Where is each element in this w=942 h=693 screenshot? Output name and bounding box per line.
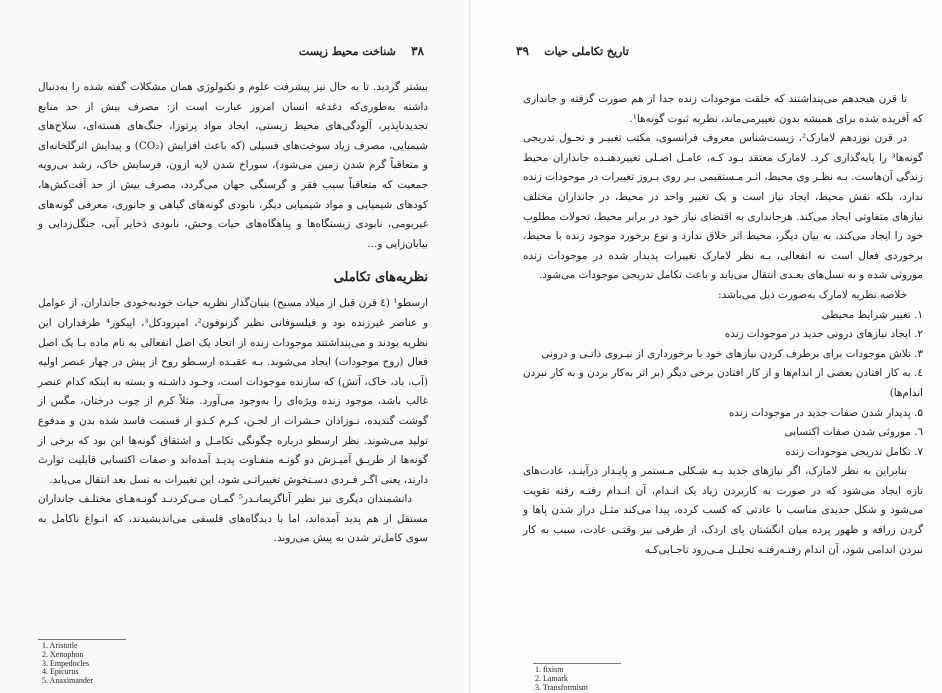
right-paragraph-lamarck: در قرن نوزدهم لامارک²، زیست‌شناس معروف فرانسوی، مکتب تغییـر و تحـول تدریجی گونه‌ها³ را پایه‌گذاری کرد. لامارک معتقد بـود کـه، عامـل اصـلی تغییردهنـده جانداران محیط زندگی آن‌هاست. بـه نظـر وی محیط، اثـر مـستقیمی بـر روی بـروز تغییرات در موجودات زنده ندارد، بلکه نقش محیط، ایجاد نیاز است و یک تغییر واحد در محیط، در جانداران مختلف نیازهای متفاوتی ایجاد می‌کند. هرجانداری به اقتضای نیاز خود در برابر محیط، تحولات مطلوب خود را ایجاد می‌کند، به بیان دیگر، محیط اثر خلاق ندارد و نوع برخورد موجود زنده با محیط، برخوردی فعال است نه انفعالی، بـه نظر لامارک تغییرات پدیدار شده در موجودات زنده موروثی شده و به نسل‌های بعـدی انتقال می‌یابد و باعث تکامل تدریجی موجودات می‌شود. xyxy=(523,132,923,282)
left-footnote-rule xyxy=(38,639,126,640)
right-paragraph-habits: بنابراین به نظر لامارک، اگر نیازهای جدید بـه شـکلی مـستمر و پایـدار درآینـد، عادت‌های تازه ایجاد می‌شود که در صورت به کاربردن زیاد یک انـدام، آن انـدام رفتـه رفته تقویت می‌شود و شکل جدیدی مناسب با عادتی که کسب کرده، پیدا می‌کند مثـل دراز شدن پاها و گردن زرافه و ظهور پرده میان انگشتان پای اردک، از طرفی نیز وقتـی عادت، سبب به کار نبردن اندامی شود، آن اندام رفتـه‌رفتـه تحلیـل مـی‌رود تاجـایی‌کـه xyxy=(523,465,923,556)
footnote: 4. Epicurus xyxy=(42,667,79,677)
list-item: ۳. تلاش موجودات برای برطرف کردن نیازهای خود با برخورداری از نیـروی ذاتـی و درونی xyxy=(541,347,923,360)
right-footnotes xyxy=(535,666,588,692)
right-page xyxy=(471,0,942,693)
footnote: 3. Empedocles xyxy=(42,658,90,668)
footnote: 2. Xenophon xyxy=(42,649,84,659)
left-paragraph-anaximander: دانشمندان دیگری نیز نظیر آناگزیمانـدر⁵ گمـان مـی‌کردنـد گونـه‌هـای مختلـف جانداران مستقل از هم پدید آمده‌اند، اما با دیدگاه‌های فلسفی می‌اندیشیدند، که انـواع ناکامل به سوی کامل‌تر شدن به پیش می‌روند. xyxy=(38,493,428,545)
left-intro-paragraph: بیشتر گردید. تا به حال نیز پیشرفت علوم و تکنولوژی همان مشکلات گفته شده را به‌دنبال داشته به‌طوری‌که دغدغه انسان امروز عبارت است از: مصرف بیش از حد منابع تجدیدناپذیر، آلودگی‌های محیط زیستی، ایجاد مواد پرتوزا، جنگ‌های هسته‌ای، سلاح‌های شیمیایی، مصرف زیاد سوخت‌های فسیلی (که باعث افزایش (CO₂) و پیدایش اثرگلخانه‌ای و متعاقباً گرم شدن زمین می‌شود)، سوراخ شدن لایه ازون، فرسایش خاک، رشد بی‌رویه جمعیت که متعاقباً سبب فقر و گرسنگی جهان می‌گردد، مصرف بیش از حد آفت‌کش‌ها، کودهای شیمیایی و مواد شیمیایی دیگر، نابودی گونه‌های گیاهی و جانوری، معرفی گونه‌های غیربومی، نابودی زیستگاه‌ها و پناهگاه‌های حیات وحش، نابودی ذخایر آبی، جنگل‌زدایی و بیابان‌زایی و... xyxy=(38,81,428,250)
list-item: ٤. به کار افتادن بعضی از اندام‌ها و از کار افتادن برخی دیگر (بر اثر به‌کار بردن و به کار نبردن اندام‌ها) xyxy=(523,367,923,399)
left-page xyxy=(0,0,470,693)
list-item: ۱. تغییر شرایط محیطی xyxy=(821,308,923,321)
list-item: ٦. موروثی شدن صفات اکتسابی xyxy=(784,426,923,439)
right-page-body xyxy=(523,90,923,560)
section-title-evolution-theories: نظریه‌های تکاملی xyxy=(333,270,428,286)
right-running-title: تاریخ تکاملی حیات xyxy=(544,45,629,58)
left-paragraph-aristotle: ارسطو¹ (٤ قرن قبل از میلاد مسیح) بنیان‌گذار نظریه حیات خودبه‌خودی جانداران، از عوامل و عناصر غیرزنده بود و فیلسوفانی نظیر گزنوفون²، امپرودکل³، اپیکور⁴ طرفداران این نظریه بودند و می‌پنداشتند موجودات زنده از اتحاد یک اصل انفعالی به نام ماده بـا یک اصل فعال (روح موجودات) ایجاد می‌شوند. بـه عقیـده ارسـطو روح از پیش در چهار عنصر اولیه (آب، باد، خاک، آتش) که سازنده موجودات است، وجـود داشـته و بسته به اینکه کدام عنصر غالب باشد، موجود زنده ویژه‌ای را به‌وجود می‌آورد. مثلاً کرم از چوب درختان، مگس از گوشت گندیده، نـوزادان حـشرات از لجـن، کـرم کـدو از قسمت فاسد شده بدن و مدفوع تولید می‌شوند. نظر ارسطو درباره چگونگی تکامـل و اشتقاق گونه‌ها این بود که برخی از گونه‌ها از طریـق آمیـزش دو گونـه متفـاوت پدیـد آمده‌اند و صفات اکتسابی قابلیت توارث دارند، یعنی اگـر فـردی دسـتخوش تغییراتـی شود، این تغییرات به نسل بعد انتقال می‌یابد. xyxy=(38,297,429,486)
footnote: 1. fixism xyxy=(535,665,564,674)
right-running-head xyxy=(516,44,629,58)
right-summary-intro: خلاصه نظریه لامارک به‌صورت ذیل می‌باشد: xyxy=(718,288,907,301)
list-item: ۲. ایجاد نیازهای درونی جدید در موجودات زنده xyxy=(724,328,923,341)
left-page-body xyxy=(38,78,428,549)
left-running-title: شناخت محیط زیست xyxy=(298,45,396,58)
lamarck-summary-list xyxy=(523,306,923,463)
footnote: 5. Anaximander xyxy=(42,676,94,686)
list-item: ۵. پدیدار شدن صفات جدید در موجودات زنده xyxy=(728,406,923,419)
right-paragraph-fixism: تا قرن هیجدهم می‌پنداشتند که خلقت موجودات زنده جدا از هم صورت گرفته و جانداری که آفریده شده برای همیشه بدون تغییرمی‌ماند، نظریه ثبوت گونه‌ها¹. xyxy=(523,93,923,125)
left-footnotes xyxy=(42,642,93,686)
left-page-number: ۳۸ xyxy=(411,44,424,58)
right-page-number: ۳۹ xyxy=(516,44,529,58)
footnote: 1. Aristotle xyxy=(42,641,78,650)
footnote: 3. Transformism xyxy=(535,682,588,692)
left-running-head xyxy=(299,44,424,58)
footnote: 2. Lamark xyxy=(535,673,568,683)
list-item: ۷. تکامل تدریجی موجودات زنده xyxy=(785,445,923,458)
right-footnote-rule xyxy=(533,663,621,664)
